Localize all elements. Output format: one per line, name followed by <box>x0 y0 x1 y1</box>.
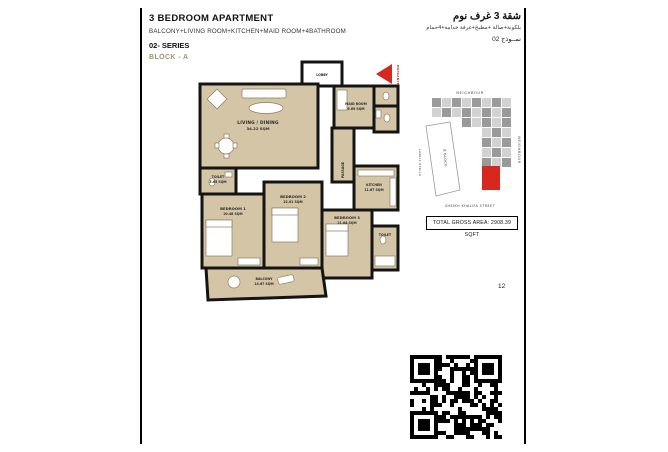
room-kitchen <box>354 166 398 210</box>
map-street-left-label: ETIHAD STREET <box>418 148 422 176</box>
map-neighbour-right-label: NEIGHBOUR <box>517 136 522 164</box>
room-toilet-main <box>200 168 236 194</box>
room-living-dining <box>200 84 318 168</box>
map-highlighted-unit <box>482 166 500 190</box>
entrance-label: ENTRANCE <box>396 65 400 86</box>
room-lobby <box>302 62 342 86</box>
room-bedroom-1 <box>202 194 264 268</box>
room-area: 22.01 SQM <box>283 200 303 204</box>
room-passage <box>332 128 354 182</box>
map-neighbour-top-label: NEIGHBOUR <box>456 90 484 95</box>
header-arabic <box>395 11 521 43</box>
room-area: 14.67 SQM <box>254 282 274 286</box>
room-area: 21.04 SQM <box>337 221 357 225</box>
room-area: 6.69 SQM <box>347 107 365 111</box>
room-area: 34.22 SQM <box>246 126 270 131</box>
room-toilet-bedroom3 <box>372 226 398 270</box>
page-subtitle: BALCONY+LIVING ROOM+KITCHEN+MAID ROOM+4BATHROOM <box>149 28 347 35</box>
map-adjacent-building <box>426 122 460 196</box>
location-map <box>416 86 524 214</box>
room-maid-toilet-2 <box>374 106 398 132</box>
room-label: BEDROOM 3 <box>334 215 360 220</box>
map-street-bottom-label: SHEIKH KHALIFA STREET <box>444 204 496 208</box>
room-balcony <box>206 268 326 300</box>
page-title: 3 BEDROOM APARTMENT <box>149 13 274 24</box>
right-rule-divider <box>524 8 526 444</box>
room-area: 11.67 SQM <box>364 188 384 192</box>
header-english <box>149 13 399 61</box>
room-label: TOILET <box>211 175 225 179</box>
map-building-label: B BLOCK <box>442 149 448 167</box>
room-bedroom-3 <box>322 210 372 278</box>
entrance-arrow-icon <box>376 64 400 85</box>
room-label: BEDROOM 1 <box>220 206 246 211</box>
room-label: KITCHEN <box>366 183 382 187</box>
total-gross-area-box: TOTAL GROSS AREA: 2908.39 SQFT <box>426 216 518 230</box>
room-label: PASSAGE <box>341 161 345 179</box>
series-label: 02- SERIES <box>149 41 190 50</box>
room-bedroom-2 <box>264 182 322 268</box>
left-rule-divider <box>140 8 142 444</box>
room-area: 20.48 SQM <box>223 212 243 216</box>
room-label: MAID ROOM <box>345 102 367 106</box>
room-label: LOBBY <box>316 73 328 77</box>
room-maid <box>334 86 374 128</box>
room-maid-toilet-1 <box>374 86 398 106</box>
room-label: BALCONY <box>255 277 273 281</box>
room-area: 3.65 SQM <box>209 180 227 184</box>
page-number: 12 <box>498 283 506 290</box>
page-subtitle-ar: بلكونة+صالة +مطبخ+غرفة خدامة+4حمام <box>426 25 521 31</box>
room-label: BEDROOM 2 <box>280 194 306 199</box>
room-label: LIVING / DINING <box>237 121 279 126</box>
block-label: BLOCK - A <box>149 54 189 61</box>
floor-plan <box>186 58 401 303</box>
page-title-ar: شقة 3 غرف نوم <box>453 11 521 22</box>
room-label: TOILET <box>378 233 392 237</box>
model-label-ar: نمــوذج 02 <box>492 36 521 43</box>
qr-code <box>410 355 504 441</box>
